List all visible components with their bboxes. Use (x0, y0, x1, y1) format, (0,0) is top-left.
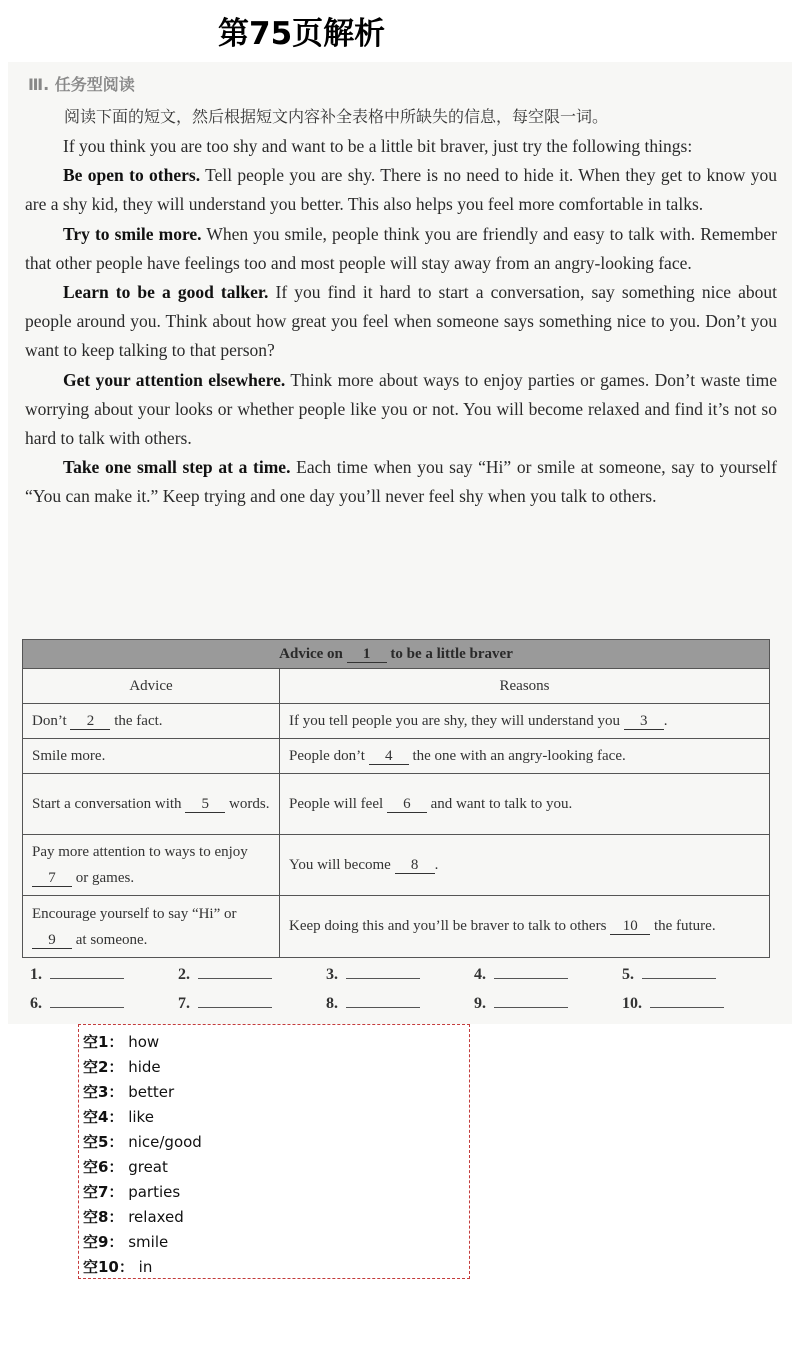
answer-number: 9. (474, 995, 486, 1012)
answer-value: hide (128, 1058, 161, 1076)
answer-value: how (128, 1033, 160, 1051)
cell-text: at someone. (75, 931, 148, 948)
answer-line[interactable] (622, 995, 770, 1013)
paragraph-text: Tell people you are shy. There is no need to hide it. When they get to know you are a shy kid, they will understand you better. This also helps you feel more comfortable in talks. (25, 165, 778, 215)
table-row (23, 774, 770, 835)
cell-text: Pay more attention to ways to enjoy (32, 844, 248, 860)
answer-item (79, 1230, 469, 1255)
blank-8: 8 (395, 857, 435, 874)
advice-cell (23, 739, 280, 774)
passage-paragraph (25, 220, 777, 278)
answer-item (79, 1055, 469, 1080)
table-row (23, 704, 770, 739)
instruction-text: 阅读下面的短文，然后根据短文内容补全表格中所缺失的信息，每空限一词。 (64, 107, 609, 126)
cell-text: and want to talk to you. (430, 795, 573, 812)
answer-value: parties (128, 1183, 181, 1201)
answer-number: 2. (178, 966, 190, 983)
answer-line[interactable] (178, 966, 326, 984)
blank-10: 10 (610, 918, 650, 935)
answer-value: great (128, 1158, 168, 1176)
answer-label: 空6： (83, 1158, 124, 1176)
paragraph-text: If you find it hard to start a conversation, say something nice about people around you. Think about how great you feel when someone says something nice to you. Don’t you want to keep talking to that person? (25, 282, 777, 361)
reason-cell (280, 739, 770, 774)
answer-number: 10. (622, 995, 642, 1012)
section-heading: Ⅲ. 任务型阅读 (28, 75, 135, 94)
cell-text: Smile more. (32, 748, 106, 764)
answer-label: 空9： (83, 1233, 124, 1251)
answer-item (79, 1155, 469, 1180)
answer-label: 空4： (83, 1108, 124, 1126)
paragraph-heading: Take one small step at a time. (63, 457, 291, 478)
paragraph-heading: Try to smile more. (63, 223, 202, 244)
answer-line-row (30, 984, 770, 1013)
answer-value: like (128, 1108, 154, 1126)
answer-line[interactable] (178, 995, 326, 1013)
cell-text: Keep doing this and you’ll be braver to talk to others (289, 918, 607, 934)
cell-text: If you tell people you are shy, they will understand you (289, 712, 621, 729)
answer-item (79, 1205, 469, 1230)
answer-item (79, 1130, 469, 1155)
answer-lines (30, 955, 770, 1013)
answer-number: 5. (622, 966, 634, 983)
blank-6: 6 (387, 796, 427, 813)
table-title (23, 640, 770, 669)
table-row (23, 835, 770, 896)
blank-3: 3 (624, 713, 664, 730)
answer-value: smile (128, 1233, 169, 1251)
answer-item (79, 1030, 469, 1055)
answer-number: 8. (326, 995, 338, 1012)
cell-text: Start a conversation with (32, 796, 182, 812)
cell-text: . (663, 712, 668, 729)
paragraph-text: Each time when you say “Hi” or smile at someone, say to yourself “You can make it.” Keep trying and one day you’ll never feel shy when you talk to others. (25, 457, 777, 507)
cell-text: the fact. (114, 713, 163, 729)
table-header-row (23, 669, 770, 704)
answer-label: 空5： (83, 1133, 124, 1151)
answer-label: 空10： (83, 1258, 134, 1276)
advice-table (22, 639, 770, 958)
passage-paragraph (25, 161, 777, 219)
cell-text: or games. (75, 870, 135, 886)
answer-value: relaxed (128, 1208, 184, 1226)
blank-4: 4 (369, 748, 409, 765)
cell-text: People don’t (289, 747, 365, 764)
cell-text: Encourage yourself to say “Hi” or (32, 905, 237, 922)
paragraph-text: When you smile, people think you are friendly and easy to talk with. Remember that other people have feelings too and most people will stay away from an angry-looking face. (25, 223, 777, 273)
advice-cell (23, 896, 280, 958)
column-header-reasons: Reasons (280, 669, 770, 704)
answer-label: 空2： (83, 1058, 124, 1076)
table-row (23, 739, 770, 774)
answer-line[interactable] (474, 966, 622, 984)
answer-number: 6. (30, 995, 42, 1012)
reason-cell (280, 774, 770, 835)
cell-text: words. (229, 796, 270, 812)
paragraph-heading: Be open to others. (63, 165, 201, 186)
answer-line[interactable] (30, 995, 178, 1013)
blank-9: 9 (32, 932, 72, 949)
answer-line-row (30, 955, 770, 984)
answer-label: 空1： (83, 1033, 124, 1051)
answer-line[interactable] (30, 966, 178, 984)
answer-item (79, 1180, 469, 1205)
paragraph-heading: Get your attention elsewhere. (63, 369, 286, 390)
answer-item (79, 1255, 469, 1280)
page-title: 第75页解析 (218, 16, 386, 52)
answer-number: 7. (178, 995, 190, 1012)
table-title-row (23, 640, 770, 669)
table-row (23, 896, 770, 958)
answer-label: 空3： (83, 1083, 124, 1101)
answer-number: 4. (474, 966, 486, 983)
advice-cell (23, 835, 280, 896)
advice-cell (23, 774, 280, 835)
passage-intro: If you think you are too shy and want to be a little bit braver, just try the following things: (63, 136, 693, 156)
answer-label: 空8： (83, 1208, 124, 1226)
answer-number: 1. (30, 966, 42, 983)
answer-line[interactable] (326, 966, 474, 984)
cell-text: You will become (289, 856, 391, 873)
cell-text: the future. (653, 918, 716, 934)
cell-text: Don’t (32, 713, 67, 729)
answer-line[interactable] (622, 966, 770, 984)
answer-item (79, 1080, 469, 1105)
answer-line[interactable] (326, 995, 474, 1013)
reading-passage (25, 132, 777, 512)
passage-paragraph (25, 366, 777, 454)
answer-value: better (128, 1083, 175, 1101)
blank-5: 5 (185, 796, 225, 813)
answer-label: 空7： (83, 1183, 124, 1201)
passage-paragraph (25, 453, 777, 511)
blank-1: 1 (347, 646, 387, 663)
answer-key-box (78, 1024, 470, 1279)
reason-cell (280, 835, 770, 896)
passage-paragraph (25, 278, 777, 366)
reason-cell (280, 896, 770, 958)
reason-cell (280, 704, 770, 739)
answer-line[interactable] (474, 995, 622, 1013)
blank-2: 2 (70, 713, 110, 730)
paragraph-heading: Learn to be a good talker. (63, 282, 269, 303)
table-title-text: Advice on (279, 645, 343, 662)
cell-text: the one with an angry-looking face. (412, 747, 626, 764)
answer-value: nice/good (128, 1133, 202, 1151)
answer-item (79, 1105, 469, 1130)
table-title-text: to be a little braver (390, 645, 513, 662)
answer-value: in (138, 1258, 153, 1276)
advice-cell (23, 704, 280, 739)
paragraph-text: Think more about ways to enjoy parties or games. Don’t waste time worrying about your looks or whether people like you or not. You will become relaxed and find it’s not so hard to talk with others. (25, 369, 777, 449)
column-header-advice: Advice (23, 669, 280, 704)
answer-number: 3. (326, 966, 338, 983)
cell-text: People will feel (289, 795, 384, 812)
cell-text: . (434, 856, 439, 873)
blank-7: 7 (32, 870, 72, 887)
